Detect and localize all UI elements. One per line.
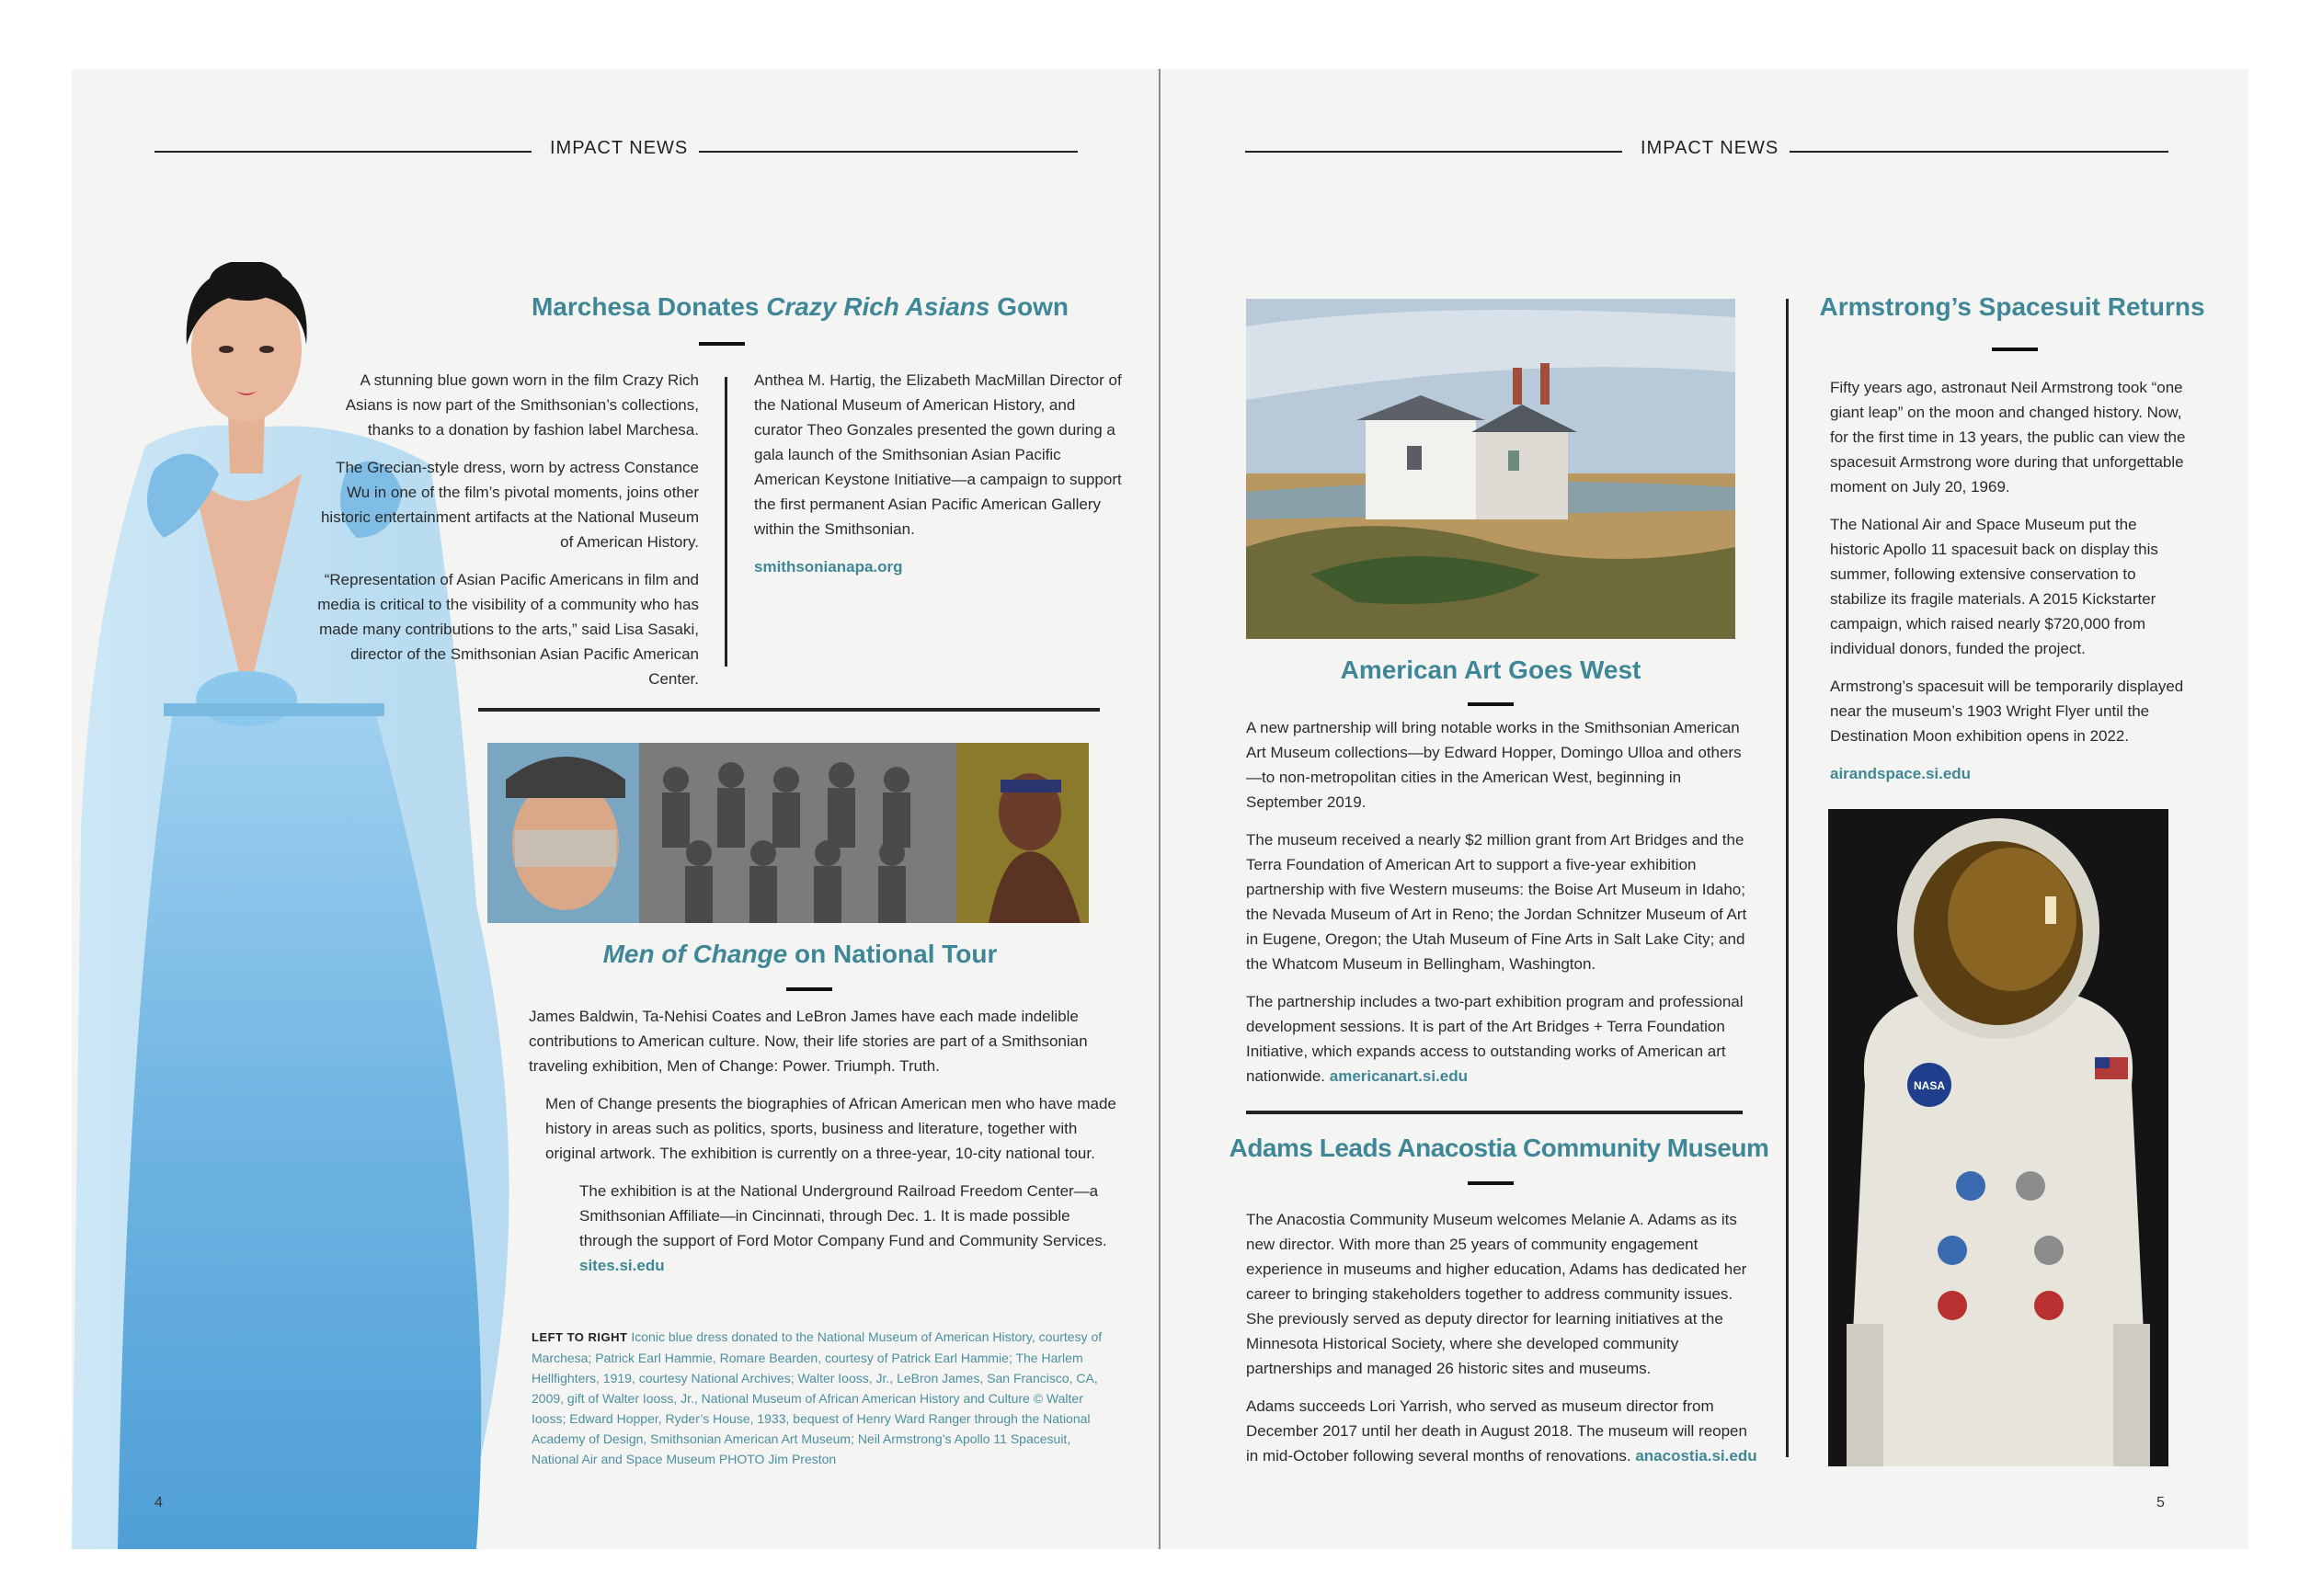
paragraph-text: The exhibition is at the National Underground Railroad Freedom Center—a Smithsonian Affiliate—in Cincinnati, through Dec. 1. It is made possible through the support of Ford Motor Company Fund and Community Services. xyxy=(579,1182,1107,1249)
ryders-house-painting xyxy=(1246,299,1735,639)
header-label: IMPACT NEWS xyxy=(550,138,689,158)
nasa-patch-text: NASA xyxy=(1913,1079,1946,1092)
article-paragraph xyxy=(1246,1394,1761,1468)
title-exhibit-name: Men of Change xyxy=(602,940,788,968)
paragraph-text: Adams succeeds Lori Yarrish, who served as museum director from December 2017 until her death in August 2018. The museum will reopen in mid-October following several months of renovations. xyxy=(1246,1397,1747,1465)
article-paragraph: Anthea M. Hartig, the Elizabeth MacMillan Director of the National Museum of American History, and curator Theo Gonzales presented the gown during a gala launch of the Smithsonian Asian Pacific American Keystone Initiative—a campaign to support the first permanent Asian Pacific American Gallery within the Smithsonian. xyxy=(754,371,1122,538)
header-rule xyxy=(699,151,1078,153)
article-paragraph: Men of Change presents the biographies of African American men who have made history in areas such as politics, sports, business and literature, together with original artwork. The exhibition is currently on a three-year, 10-city national tour. xyxy=(545,1095,1116,1162)
americanart-link[interactable]: americanart.si.edu xyxy=(1329,1067,1468,1085)
article-paragraph: Armstrong’s spacesuit will be temporarily displayed near the museum’s 1903 Wright Flyer until the Destination Moon exhibition opens in 2022. xyxy=(1830,678,2184,745)
airandspace-link[interactable]: airandspace.si.edu xyxy=(1830,765,1972,782)
marchesa-column-2 xyxy=(754,368,1122,592)
page-number-right: 5 xyxy=(2156,1495,2165,1510)
title-dash xyxy=(786,987,832,991)
title-film-name: Crazy Rich Asians xyxy=(766,292,990,321)
article-paragraph xyxy=(1246,989,1752,1089)
article-paragraph: Fifty years ago, astronaut Neil Armstrong took “one giant leap” on the moon and changed history. Now, for the first time in 13 years, the public can view the spacesuit Armstrong wore during that unforgettable moment on July 20, 1969. xyxy=(1830,379,2186,496)
photo-caption xyxy=(532,1327,1111,1469)
article-paragraph: The Anacostia Community Museum welcomes Melanie A. Adams as its new director. With more than 25 years of community engagement experience in museums and higher education, Adams has dedicated her career to bringing stakeholders together to address community issues. She previously served as deputy director for learning initiatives at the Minnesota Historical Society, where she developed community partnerships and managed 26 historic sites and museums. xyxy=(1246,1211,1747,1377)
header-rule xyxy=(1245,151,1622,153)
header-rule xyxy=(1790,151,2168,153)
art-west-body xyxy=(1246,715,1752,1101)
title-dash xyxy=(699,342,745,346)
marchesa-link[interactable]: smithsonianapa.org xyxy=(754,558,903,576)
article-paragraph: “Representation of Asian Pacific Americans in film and media is critical to the visibility of a community who has made many contributions to the arts,” said Lisa Sasaki, director of the Smithsonian Asian Pacific American Center. xyxy=(317,571,699,688)
article-paragraph: The National Air and Space Museum put the historic Apollo 11 spacesuit back on display this summer, following extensive conservation to stabilize its fragile materials. A 2015 Kickstarter campaign, which raised nearly $720,000 from individual donors, funded the project. xyxy=(1830,516,2158,657)
anacostia-link[interactable]: anacostia.si.edu xyxy=(1635,1447,1757,1465)
apollo-11-spacesuit-photo xyxy=(1828,809,2168,1466)
article-paragraph: A stunning blue gown worn in the film Crazy Rich Asians is now part of the Smithsonian’s collections, thanks to a donation by fashion label Marchesa. xyxy=(345,371,699,439)
header-label: IMPACT NEWS xyxy=(1641,138,1779,158)
marchesa-column-1 xyxy=(313,368,699,704)
title-dash xyxy=(1468,702,1514,706)
men-of-change-title xyxy=(478,940,1122,969)
caption-lead: LEFT TO RIGHT xyxy=(532,1330,628,1344)
page-spine xyxy=(1159,69,1161,1549)
caption-text: Iconic blue dress donated to the National Museum of American History, courtesy of Marchesa; Patrick Earl Hammie, Romare Bearden, courtesy of Patrick Earl Hammie; The Harlem Hellfighters, 1919, courtesy National Archives; Walter Iooss, Jr., LeBron James, San Francisco, CA, 2009, gift of Walter Iooss, Jr., National Museum of African American History and Culture © Walter Iooss; Edward Hopper, Ryder’s House, 1933, bequest of Henry Ward Ranger through the National Academy of Design, Smithsonian American Art Museum; Neil Armstrong’s Apollo 11 Spacesuit, National Air and Space Museum PHOTO Jim Preston xyxy=(532,1329,1103,1466)
title-dash xyxy=(1468,1181,1514,1185)
page-number-left: 4 xyxy=(154,1495,163,1510)
armstrong-body xyxy=(1830,375,2189,799)
column-divider xyxy=(1786,299,1789,1457)
men-of-change-photos xyxy=(487,743,1089,923)
article-paragraph: A new partnership will bring notable works in the Smithsonian American Art Museum collections—by Edward Hopper, Domingo Ulloa and others—to non-metropolitan cities in the American West, beginning in September 2019. xyxy=(1246,719,1742,811)
title-text: on National Tour xyxy=(787,940,998,968)
article-paragraph: The Grecian-style dress, worn by actress Constance Wu in one of the film’s pivotal moments, joins other historic entertainment artifacts at the National Museum of American History. xyxy=(320,459,699,551)
right-header xyxy=(1245,138,2168,165)
sites-link[interactable]: sites.si.edu xyxy=(579,1257,665,1274)
men-of-change-body xyxy=(529,1004,1117,1278)
header-rule xyxy=(154,151,532,153)
art-west-title: American Art Goes West xyxy=(1340,656,1641,684)
anacostia-title: Adams Leads Anacostia Community Museum xyxy=(1229,1134,1769,1162)
title-text: Marchesa Donates xyxy=(531,292,767,321)
paragraph-text: The partnership includes a two-part exhibition program and professional development sessions. It is part of the Art Bridges + Terra Foundation Initiative, which expands access to outstanding works of American art nationwide. xyxy=(1246,993,1744,1085)
article-paragraph: The museum received a nearly $2 million grant from Art Bridges and the Terra Foundation of American Art to support a five-year exhibition partnership with five Western museums: the Boise Art Museum in Idaho; the Nevada Museum of Art in Reno; the Jordan Schnitzer Museum of Art in Eugene, Oregon; the Utah Museum of Fine Arts in Salt Lake City; and the Whatcom Museum in Bellingham, Washington. xyxy=(1246,831,1747,973)
anacostia-body xyxy=(1246,1207,1761,1481)
title-dash xyxy=(1992,348,2038,351)
marchesa-title xyxy=(451,292,1150,322)
section-divider xyxy=(1246,1111,1743,1114)
article-paragraph xyxy=(529,1179,1117,1278)
left-header xyxy=(154,138,1078,165)
title-text: Gown xyxy=(989,292,1069,321)
section-divider xyxy=(478,708,1100,712)
column-divider xyxy=(725,377,727,667)
armstrong-title: Armstrong’s Spacesuit Returns xyxy=(1819,292,2205,321)
article-paragraph: James Baldwin, Ta-Nehisi Coates and LeBron James have each made indelible contributions to American culture. Now, their life stories are part of a Smithsonian traveling exhibition, Men of Change: Power. Triumph. Truth. xyxy=(529,1008,1088,1075)
